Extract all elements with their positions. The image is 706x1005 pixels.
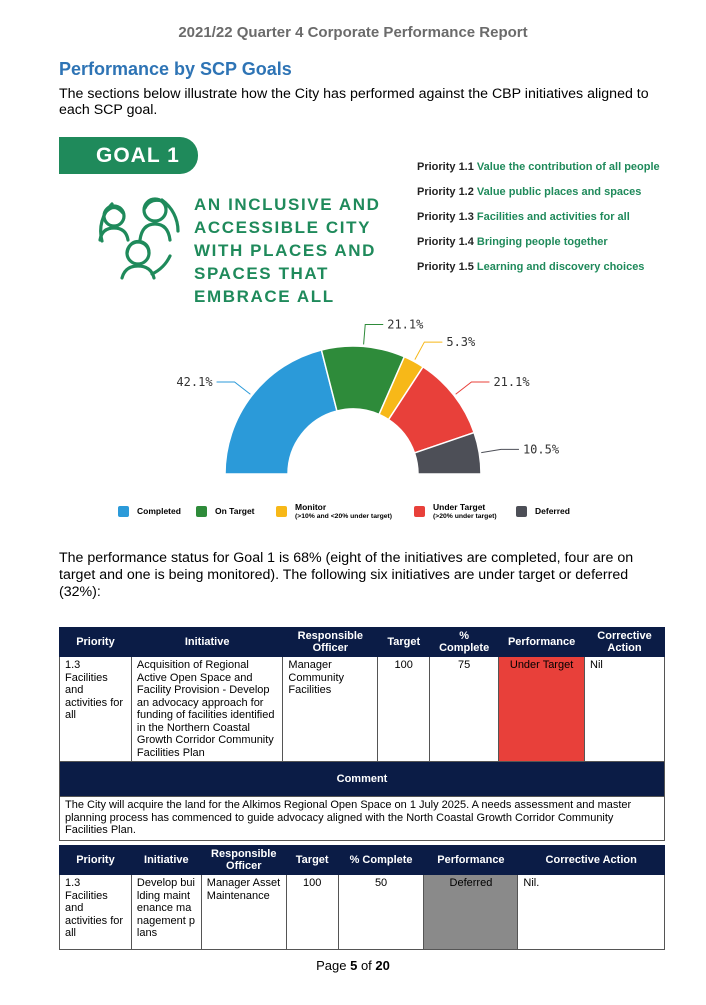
col-header-initiative: Initiative — [131, 628, 283, 657]
col-header-target: Target — [378, 628, 430, 657]
col-header-priority: Priority — [60, 628, 132, 657]
priority-name: Facilities and activities for all — [476, 211, 630, 223]
report-header-title: 2021/22 Quarter 4 Corporate Performance Report — [178, 24, 528, 41]
table-header-row — [60, 846, 665, 875]
cell-complete: 75 — [430, 657, 499, 762]
page-footer — [0, 958, 706, 973]
chart-data-label: 5.3% — [446, 335, 476, 350]
cell-priority: 1.3 Facilities and activities for all — [60, 657, 132, 762]
legend-sublabel: (>10% and <20% under target) — [295, 513, 393, 520]
col-header-officer: Responsible Officer — [201, 846, 286, 875]
chart-leader-line — [217, 382, 251, 394]
legend-item-under-target — [414, 502, 497, 522]
cell-initiative: Acquisition of Regional Active Open Space and Facility Provision - Develop an advocacy approach for funding of facilities identified in the Northern Coastal Growth Corridor Community Facilities Plan — [131, 657, 283, 762]
cell-initiative: Develop building maintenance management plans — [131, 875, 201, 950]
priority-name: Learning and discovery choices — [476, 261, 645, 273]
priority-list — [417, 160, 677, 285]
col-header-performance: Performance — [499, 628, 585, 657]
goal-status-paragraph: The performance status for Goal 1 is 68% (eight of the initiatives are completed, four are on target and one is being monitored). The following six initiatives are under target or deferred (32%): — [59, 550, 634, 600]
legend-swatch — [196, 506, 207, 517]
chart-leader-line — [481, 449, 519, 452]
priority-number: Priority 1.4 — [417, 236, 474, 248]
priority-item — [417, 235, 677, 260]
col-header-action: Corrective Action — [518, 846, 665, 875]
comment-text: The City will acquire the land for the Alkimos Regional Open Space on 1 July 2025. A needs assessment and master planning process has commenced to guide advocacy aligned with the North Coastal Growth Corridor Community Facilities Plan. — [60, 797, 665, 841]
col-header-priority: Priority — [60, 846, 132, 875]
goal-banner — [59, 137, 198, 174]
intro-paragraph: The sections below illustrate how the City has performed against the CBP initiatives aligned to each SCP goal. — [59, 86, 649, 118]
col-header-complete: % Complete — [430, 628, 499, 657]
priority-item — [417, 260, 677, 285]
legend-label: Under Target — [433, 502, 486, 512]
priority-number: Priority 1.5 — [417, 261, 474, 273]
table-row — [60, 657, 665, 762]
legend-sublabel: (>20% under target) — [433, 513, 497, 520]
footer-page-total: 20 — [375, 958, 390, 973]
legend-item-monitor — [276, 502, 392, 522]
priority-name: Bringing people together — [476, 236, 608, 248]
goal-statement: AN INCLUSIVE AND ACCESSIBLE CITY WITH PLACES AND SPACES THAT EMBRACE ALL — [194, 195, 381, 306]
table-header-row — [60, 628, 665, 657]
col-header-initiative: Initiative — [131, 846, 201, 875]
legend-label: Completed — [137, 506, 181, 516]
performance-half-donut-chart — [110, 292, 600, 492]
chart-data-label: 10.5% — [522, 442, 560, 457]
legend-swatch — [118, 506, 129, 517]
legend-item-on-target — [196, 502, 255, 517]
col-header-officer: Responsible Officer — [283, 628, 378, 657]
cell-action: Nil — [585, 657, 665, 762]
col-header-complete: % Complete — [338, 846, 424, 875]
people-group-icon — [92, 186, 187, 281]
footer-page-prefix: Page — [316, 958, 347, 973]
col-header-action: Corrective Action — [585, 628, 665, 657]
col-header-target: Target — [286, 846, 338, 875]
priority-number: Priority 1.1 — [417, 161, 474, 173]
priority-name: Value public places and spaces — [476, 186, 642, 198]
priority-item — [417, 210, 677, 235]
comment-header-row — [60, 762, 665, 797]
section-title: Performance by SCP Goals — [59, 59, 292, 79]
table-row — [60, 875, 665, 950]
initiatives-table-1 — [59, 627, 665, 841]
col-header-performance: Performance — [424, 846, 518, 875]
chart-data-label: 21.1% — [493, 374, 530, 389]
legend-label: Monitor — [295, 502, 327, 512]
priority-item — [417, 160, 677, 185]
cell-target: 100 — [378, 657, 430, 762]
cell-target: 100 — [286, 875, 338, 950]
legend-item-completed — [118, 502, 181, 517]
legend-item-deferred — [516, 502, 570, 517]
chart-legend — [118, 502, 638, 526]
initiatives-table-2 — [59, 845, 665, 950]
footer-page-number: 5 — [350, 958, 358, 973]
legend-swatch — [276, 506, 287, 517]
chart-leader-line — [415, 342, 443, 360]
priority-name: Value the contribution of all people — [476, 161, 660, 173]
cell-officer: Manager Community Facilities — [283, 657, 378, 762]
chart-leader-line — [456, 382, 490, 394]
chart-data-label: 21.1% — [387, 317, 424, 332]
priority-item — [417, 185, 677, 210]
goal-label: GOAL 1 — [96, 143, 180, 167]
legend-label: Deferred — [535, 506, 570, 516]
cell-performance-deferred: Deferred — [424, 875, 518, 950]
priority-number: Priority 1.3 — [417, 211, 474, 223]
chart-slice-completed — [225, 350, 337, 474]
comment-row — [60, 797, 665, 841]
legend-swatch — [516, 506, 527, 517]
chart-data-label: 42.1% — [176, 374, 213, 389]
footer-of: of — [360, 958, 372, 973]
priority-number: Priority 1.2 — [417, 186, 474, 198]
cell-complete: 50 — [338, 875, 424, 950]
cell-performance-under-target: Under Target — [499, 657, 585, 762]
cell-action: Nil. — [518, 875, 665, 950]
chart-leader-line — [364, 324, 384, 344]
cell-priority: 1.3 Facilities and activities for all — [60, 875, 132, 950]
comment-header: Comment — [60, 762, 665, 797]
legend-swatch — [414, 506, 425, 517]
cell-officer: Manager Asset Maintenance — [201, 875, 286, 950]
legend-label: On Target — [215, 506, 255, 516]
